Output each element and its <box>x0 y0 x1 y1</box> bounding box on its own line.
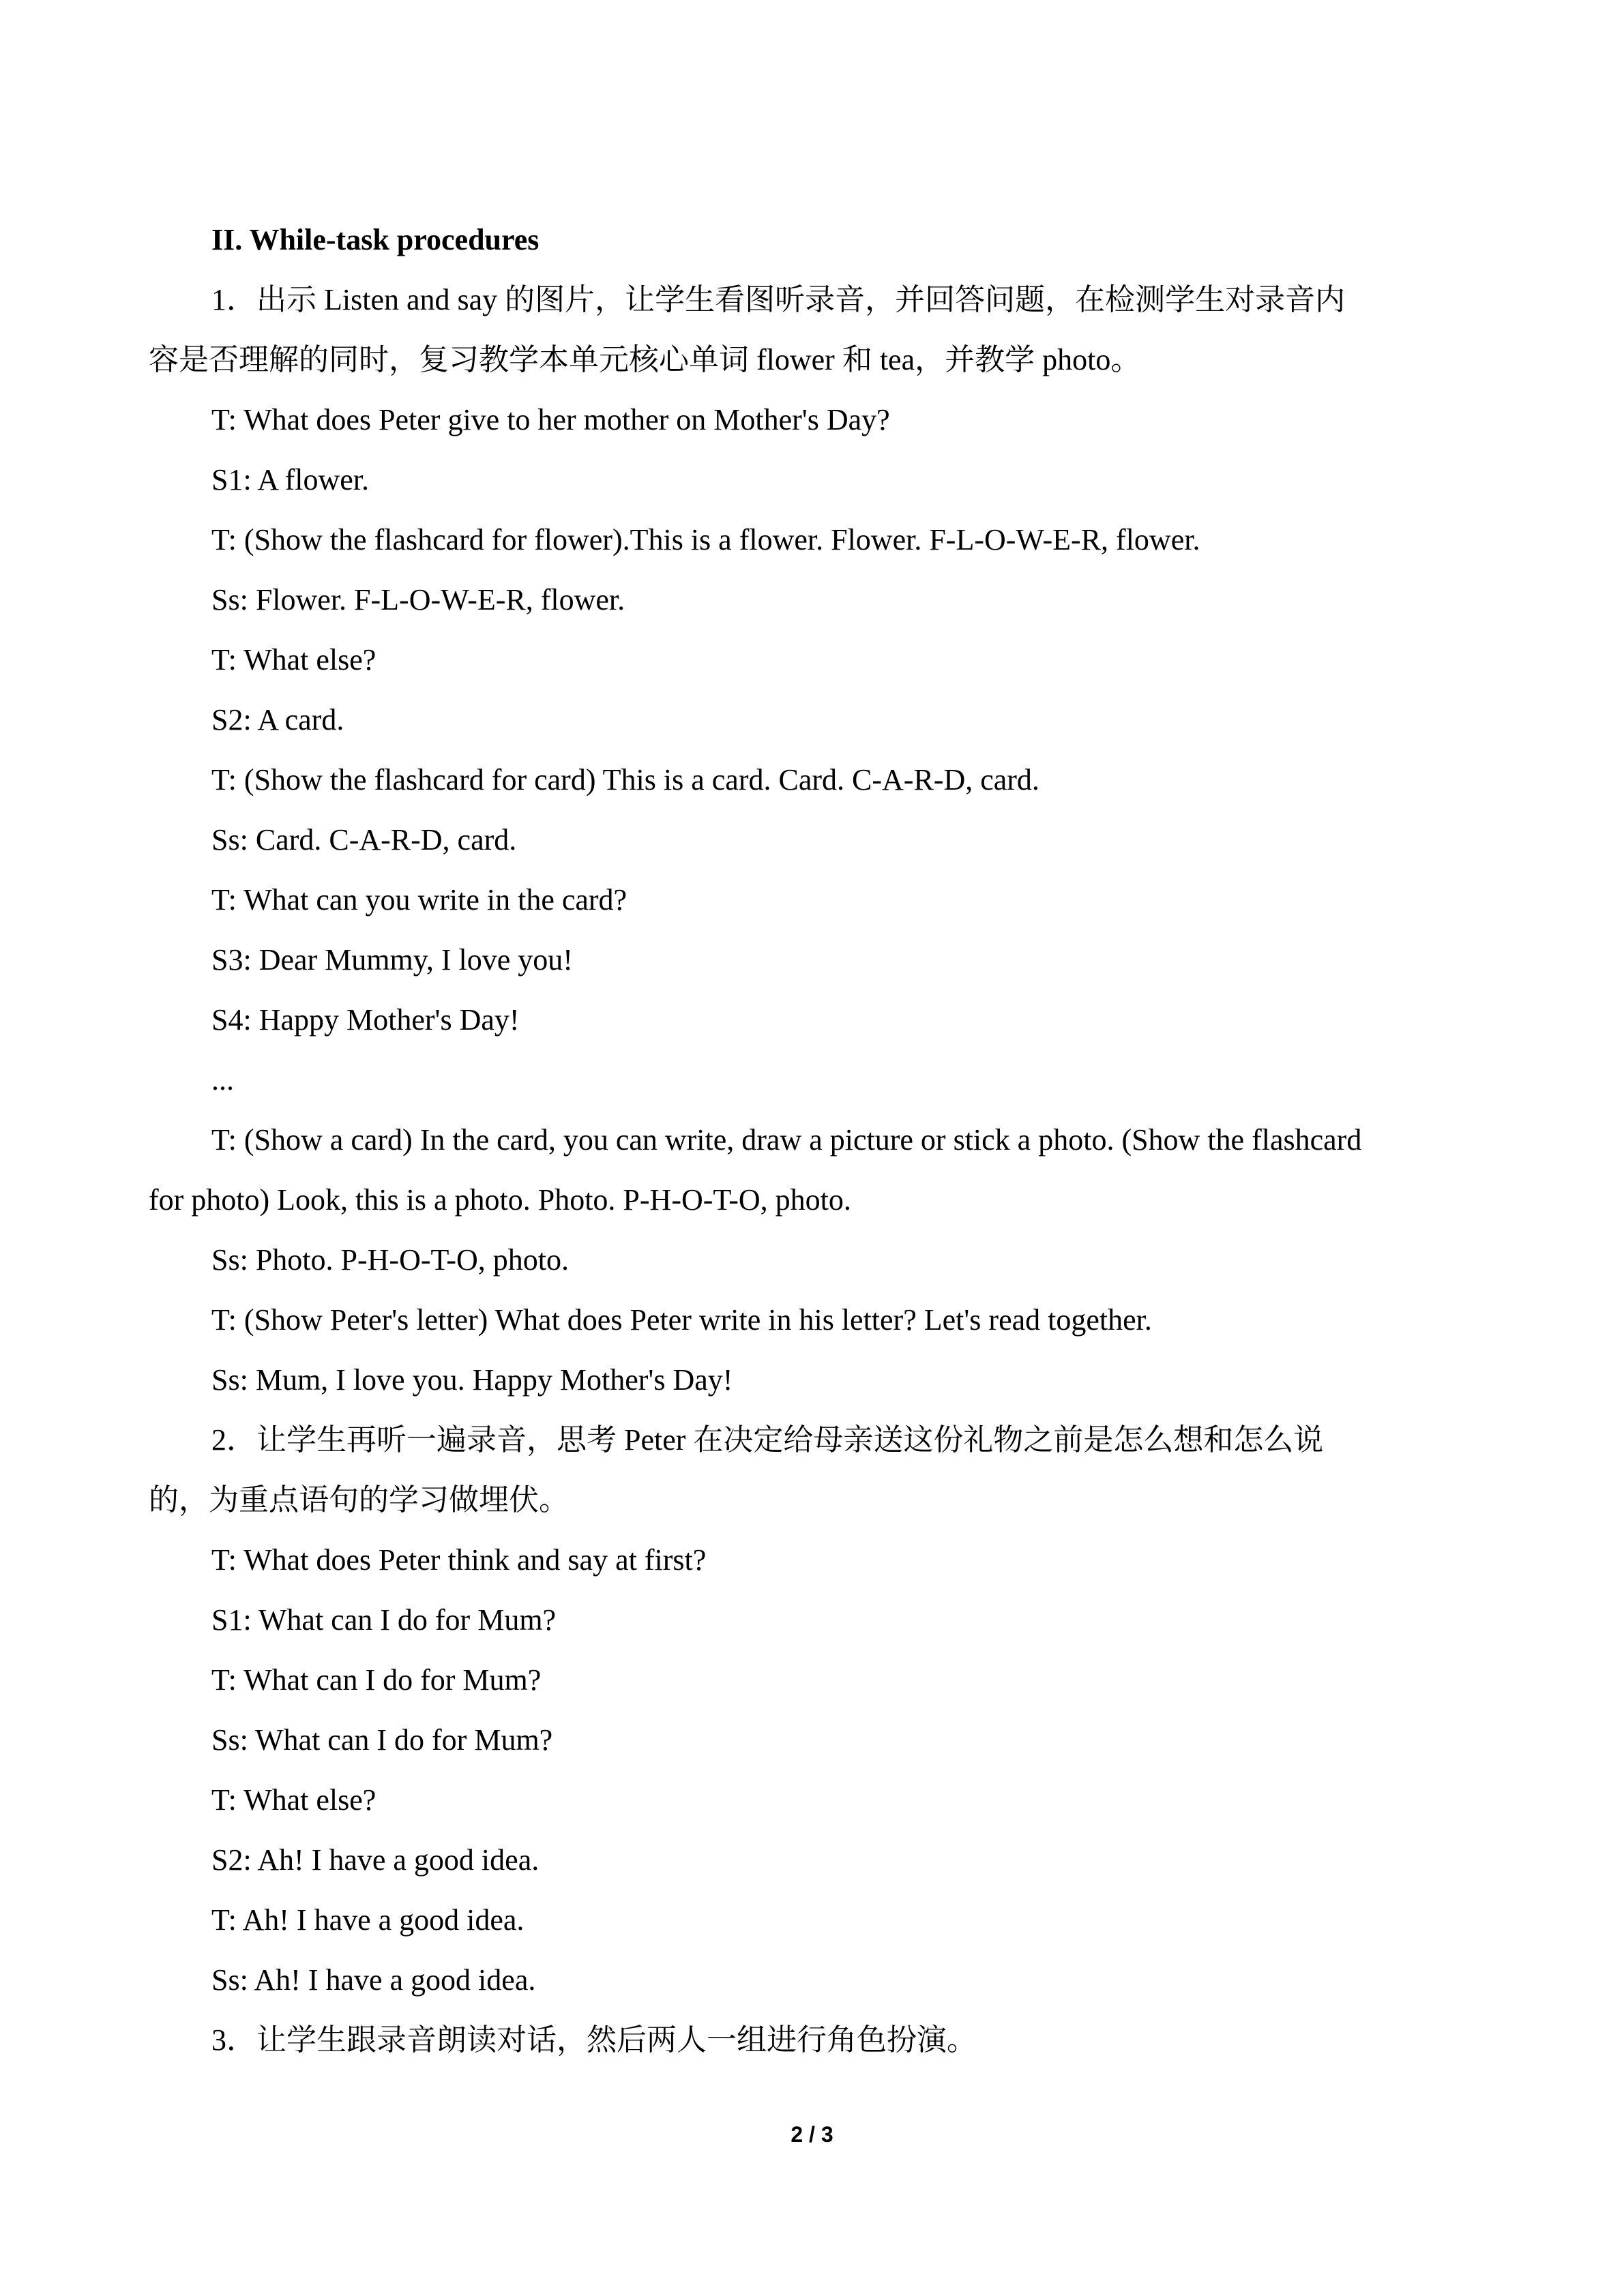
dialogue-line: T: What else? <box>211 1783 377 1817</box>
dialogue-line: T: What can I do for Mum? <box>211 1663 542 1697</box>
photo-paragraph-line-1: T: (Show a card) In the card, you can write, draw a picture or stick a photo. (Show the flashcard <box>211 1123 1362 1157</box>
dialogue-line: S3: Dear Mummy, I love you! <box>211 943 573 976</box>
dialogue-line: T: What else? <box>211 643 377 676</box>
dialogue-line: Ss: Mum, I love you. Happy Mother's Day! <box>211 1363 733 1397</box>
step-2-line-1: 2．让学生再听一遍录音，思考 Peter 在决定给母亲送这份礼物之前是怎么想和怎么说 <box>211 1423 1324 1457</box>
ellipsis-line: ... <box>211 1063 234 1097</box>
step-1-line-1: 1．出示 Listen and say 的图片，让学生看图听录音，并回答问题，在检测学生对录音内 <box>211 283 1346 316</box>
step-3-line: 3．让学生跟录音朗读对话，然后两人一组进行角色扮演。 <box>211 2023 977 2057</box>
dialogue-line: S2: A card. <box>211 703 344 736</box>
dialogue-line: T: What does Peter think and say at first? <box>211 1543 707 1577</box>
dialogue-line: T: What does Peter give to her mother on Mother's Day? <box>211 403 890 436</box>
dialogue-line: T: Ah! I have a good idea. <box>211 1903 525 1937</box>
step-2-line-2: 的，为重点语句的学习做埋伏。 <box>149 1483 569 1517</box>
dialogue-line: T: (Show Peter's letter) What does Peter write in his letter? Let's read together. <box>211 1303 1152 1337</box>
dialogue-line: Ss: Card. C-A-R-D, card. <box>211 823 517 856</box>
dialogue-line: T: (Show the flashcard for card) This is a card. Card. C-A-R-D, card. <box>211 763 1039 796</box>
dialogue-line: Ss: Ah! I have a good idea. <box>211 1963 536 1997</box>
dialogue-line: Ss: Flower. F-L-O-W-E-R, flower. <box>211 583 625 616</box>
dialogue-line: S2: Ah! I have a good idea. <box>211 1843 540 1877</box>
dialogue-line: T: (Show the flashcard for flower).This is a flower. Flower. F-L-O-W-E-R, flower. <box>211 523 1200 556</box>
step-1-line-2: 容是否理解的同时，复习教学本单元核心单词 flower 和 tea，并教学 photo。 <box>149 343 1141 376</box>
dialogue-line: S1: A flower. <box>211 463 370 496</box>
document-body <box>149 210 1486 2070</box>
dialogue-line: S4: Happy Mother's Day! <box>211 1003 520 1037</box>
dialogue-line: Ss: What can I do for Mum? <box>211 1723 553 1757</box>
dialogue-line: T: What can you write in the card? <box>211 883 628 916</box>
section-heading: II. While-task procedures <box>211 223 540 256</box>
page-number: 2 / 3 <box>791 2122 833 2147</box>
dialogue-line: Ss: Photo. P-H-O-T-O, photo. <box>211 1243 569 1277</box>
photo-paragraph-line-2: for photo) Look, this is a photo. Photo. P-H-O-T-O, photo. <box>149 1183 851 1217</box>
dialogue-line: S1: What can I do for Mum? <box>211 1603 557 1637</box>
